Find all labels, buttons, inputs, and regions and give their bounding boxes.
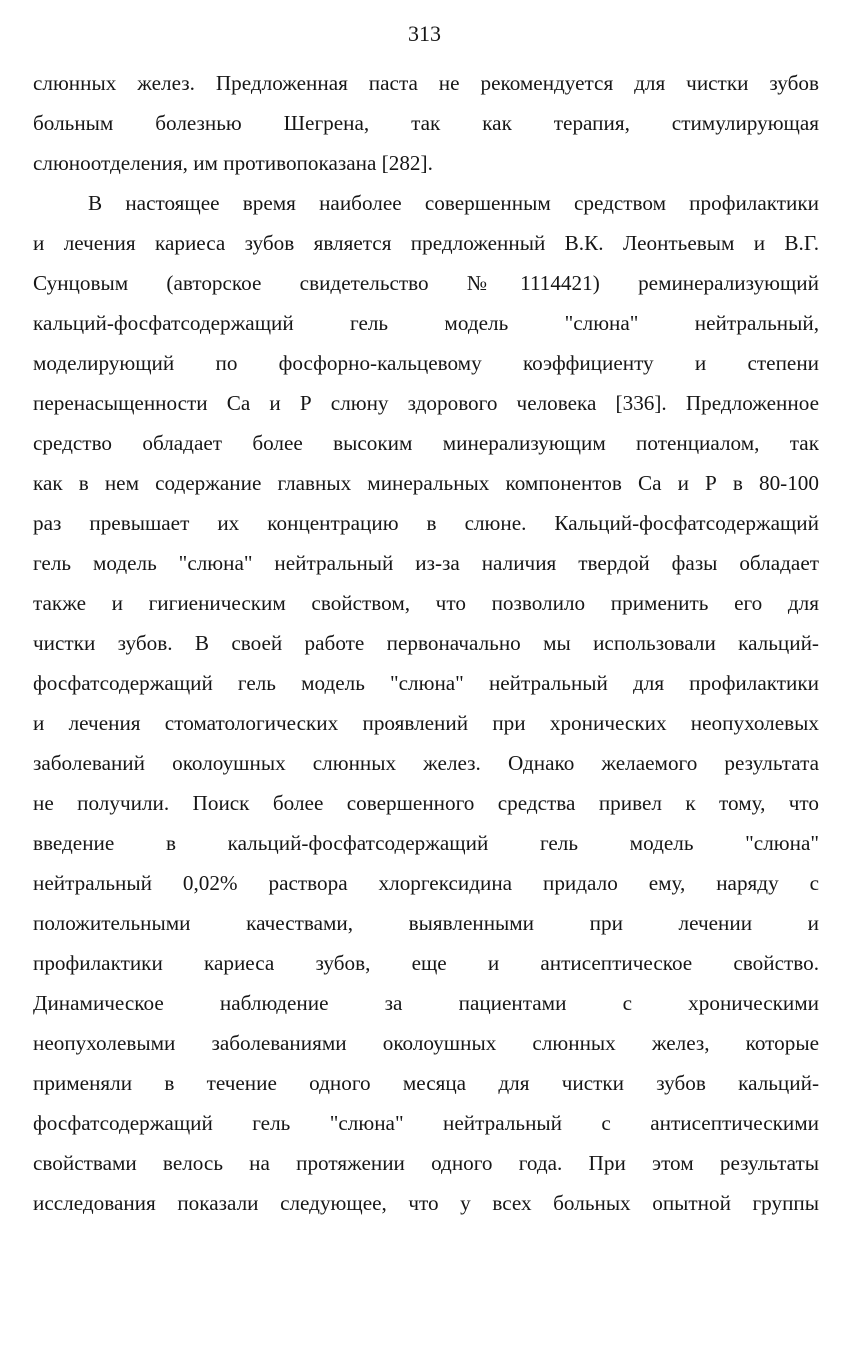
paragraph (33, 63, 819, 183)
page-number: 313 (408, 21, 441, 46)
paragraph (33, 183, 819, 1223)
text-line: средство обладает более высоким минерализующим потенциалом, так (33, 431, 819, 455)
text-line: чистки зубов. В своей работе первоначально мы использовали кальций- (33, 631, 819, 655)
text-line: не получили. Поиск более совершенного средства привел к тому, что (33, 791, 819, 815)
text-line: свойствами велось на протяжении одного года. При этом результаты (33, 1151, 819, 1175)
text-line: перенасыщенности Са и Р слюну здорового человека [336]. Предложенное (33, 391, 819, 415)
text-line: также и гигиеническим свойством, что позволило применить его для (33, 591, 819, 615)
text-line: заболеваний околоушных слюнных желез. Однако желаемого результата (33, 751, 819, 775)
text-line: раз превышает их концентрацию в слюне. Кальций-фосфатсодержащий (33, 511, 819, 535)
text-line: как в нем содержание главных минеральных компонентов Са и Р в 80-100 (33, 471, 819, 495)
text-line: введение в кальций-фосфатсодержащий гель модель "слюна" (33, 831, 819, 855)
text-line: фосфатсодержащий гель "слюна" нейтральный с антисептическими (33, 1111, 819, 1135)
text-line: нейтральный 0,02% раствора хлоргексидина придало ему, наряду с (33, 871, 819, 895)
text-line: Сунцовым (авторское свидетельство №1114421) реминерализующий (33, 271, 819, 295)
text-line: моделирующий по фосфорно-кальцевому коэффициенту и степени (33, 351, 819, 375)
text-line: применяли в течение одного месяца для чистки зубов кальций- (33, 1071, 819, 1095)
text-line: неопухолевыми заболеваниями околоушных слюнных желез, которые (33, 1031, 819, 1055)
document-body (33, 63, 819, 1223)
text-line: и лечения стоматологических проявлений при хронических неопухолевых (33, 711, 819, 735)
text-line: Динамическое наблюдение за пациентами с хроническими (33, 991, 819, 1015)
text-line: больным болезнью Шегрена, так как терапия, стимулирующая (33, 111, 819, 135)
text-line: профилактики кариеса зубов, еще и антисептическое свойство. (33, 951, 819, 975)
text-line: положительными качествами, выявленными при лечении и (33, 911, 819, 935)
text-line: кальций-фосфатсодержащий гель модель "слюна" нейтральный, (33, 311, 819, 335)
text-line: В настоящее время наиболее совершенным средством профилактики (88, 191, 819, 215)
text-line: слюноотделения, им противопоказана [282]. (33, 151, 433, 175)
text-line: и лечения кариеса зубов является предложенный В.К. Леонтьевым и В.Г. (33, 231, 819, 255)
text-line: слюнных желез. Предложенная паста не рекомендуется для чистки зубов (33, 71, 819, 95)
text-line: исследования показали следующее, что у всех больных опытной группы (33, 1191, 819, 1215)
text-line: фосфатсодержащий гель модель "слюна" нейтральный для профилактики (33, 671, 819, 695)
text-line: гель модель "слюна" нейтральный из-за наличия твердой фазы обладает (33, 551, 819, 575)
